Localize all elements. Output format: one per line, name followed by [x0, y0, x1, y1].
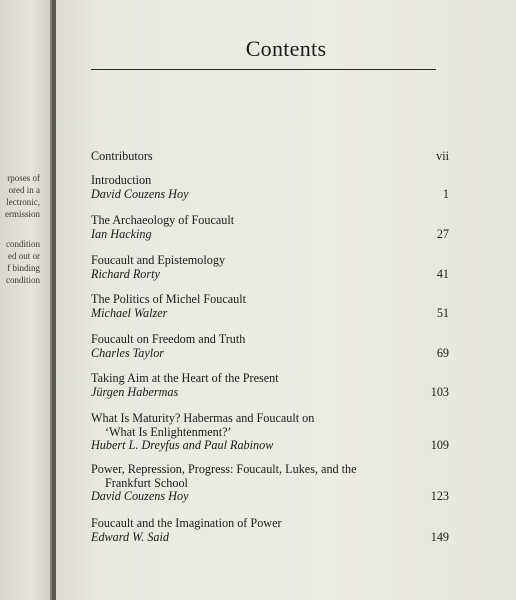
- entry-page-number: 51: [436, 305, 449, 320]
- entry-title: The Politics of Michel Foucault: [91, 292, 247, 306]
- entry-title: The Archaeology of Foucault: [91, 213, 235, 227]
- entry-author: Richard Rorty: [91, 266, 160, 281]
- toc-entry: [91, 214, 449, 241]
- contributors-entry: [91, 149, 449, 164]
- entry-page-number: 1: [442, 186, 449, 201]
- entry-title-continued: ‘What Is Enlightenment?’: [105, 424, 232, 439]
- entry-title: Foucault on Freedom and Truth: [91, 332, 246, 346]
- entry-author: Hubert L. Dreyfus and Paul Rabinow: [91, 438, 274, 453]
- entry-title: What Is Maturity? Habermas and Foucault on: [91, 411, 315, 425]
- entry-page-number: 41: [436, 266, 449, 281]
- entry-author: David Couzens Hoy: [91, 186, 189, 201]
- entry-author: Jürgen Habermas: [91, 384, 179, 399]
- entry-page-number: 123: [430, 489, 449, 504]
- entry-title: Taking Aim at the Heart of the Present: [91, 371, 279, 385]
- entry-page-number: 109: [430, 438, 449, 453]
- entry-page-number: 103: [430, 384, 449, 399]
- contents-page: [56, 0, 516, 600]
- entry-title-continued: Frankfurt School: [105, 475, 188, 490]
- entry-author: David Couzens Hoy: [91, 489, 189, 504]
- entry-page-number: 27: [436, 226, 449, 241]
- left-page-text-fragment: ed out or: [8, 251, 40, 261]
- left-page-text-fragment: f binding: [7, 263, 40, 273]
- entry-author: Charles Taylor: [91, 345, 165, 360]
- left-page-text-fragment: ermission: [5, 209, 40, 219]
- entry-title: Foucault and Epistemology: [91, 253, 226, 267]
- toc-entry: [91, 412, 449, 453]
- left-page-text-fragment: rposes of: [7, 173, 40, 183]
- entry-title: Power, Repression, Progress: Foucault, Lukes, and the: [91, 462, 357, 476]
- toc-entry: [91, 372, 449, 399]
- entry-author: Edward W. Said: [91, 529, 169, 544]
- toc-entry: [91, 333, 449, 360]
- contributors-page-number: vii: [436, 149, 449, 163]
- toc-entry: [91, 463, 449, 504]
- contributors-label: Contributors: [91, 149, 153, 163]
- page-title: Contents: [245, 36, 327, 61]
- left-page-text-fragment: lectronic,: [6, 197, 40, 207]
- entry-title: Foucault and the Imagination of Power: [91, 516, 282, 530]
- entry-title: Introduction: [91, 173, 152, 187]
- left-page-text-fragment: ored in a: [8, 185, 40, 195]
- left-page: [0, 0, 52, 600]
- toc-entry: [91, 517, 449, 544]
- title-rule: [91, 69, 436, 70]
- entry-page-number: 69: [436, 345, 449, 360]
- entry-author: Ian Hacking: [91, 226, 152, 241]
- toc-entry: [91, 174, 449, 201]
- toc-entry: [91, 254, 449, 281]
- entry-author: Michael Walzer: [91, 305, 168, 320]
- toc-entry: [91, 293, 449, 320]
- entry-page-number: 149: [430, 529, 449, 544]
- left-page-text-fragment: condition: [6, 239, 40, 249]
- left-page-text-fragment: condition: [6, 275, 40, 285]
